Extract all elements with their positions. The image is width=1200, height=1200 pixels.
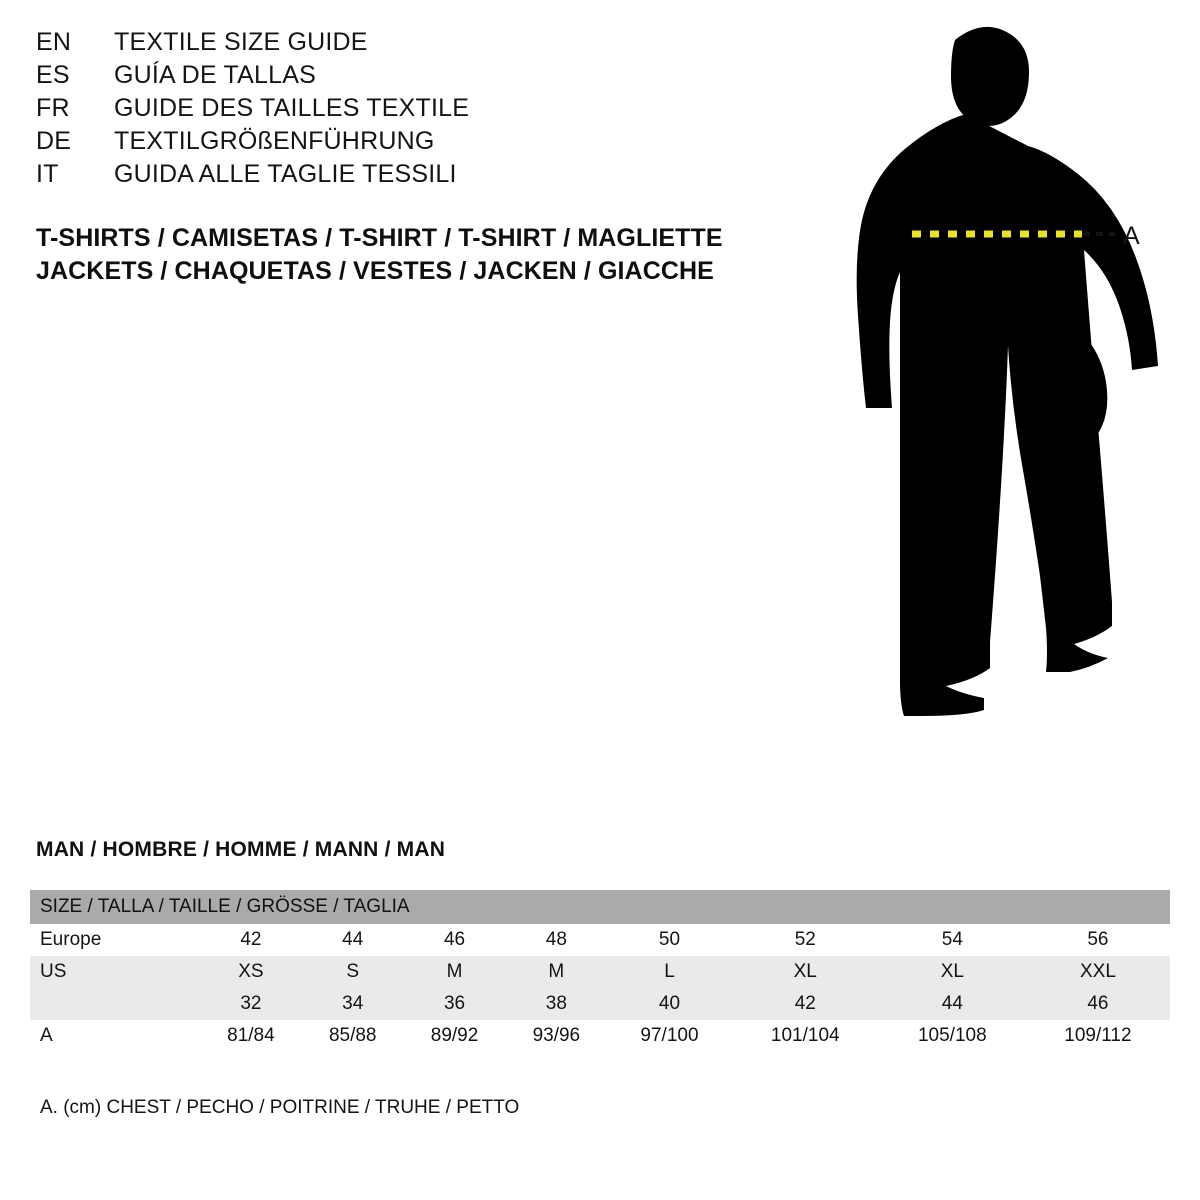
cell: 52	[732, 924, 879, 956]
cell: 38	[505, 988, 607, 1020]
language-text-fr: GUIDE DES TAILLES TEXTILE	[114, 94, 470, 122]
cell: S	[302, 956, 404, 988]
cell: 56	[1026, 924, 1170, 956]
cell: XL	[732, 956, 879, 988]
language-list	[36, 28, 736, 193]
language-code-fr: FR	[36, 94, 70, 122]
silhouette-icon	[820, 10, 1180, 800]
language-code-de: DE	[36, 127, 72, 155]
language-code-en: EN	[36, 28, 72, 56]
cell: M	[404, 956, 506, 988]
row-label-us-numeric	[30, 988, 200, 1020]
size-table	[30, 890, 1170, 1052]
table-header-row	[30, 890, 1170, 924]
cell: XS	[200, 956, 302, 988]
language-code-it: IT	[36, 160, 59, 188]
callout-label-a: A	[1123, 222, 1140, 250]
language-row-fr	[36, 94, 736, 127]
cell: 46	[1026, 988, 1170, 1020]
row-label-europe: Europe	[30, 924, 200, 956]
cell: 34	[302, 988, 404, 1020]
cell: 42	[732, 988, 879, 1020]
cell: 36	[404, 988, 506, 1020]
language-text-en: TEXTILE SIZE GUIDE	[114, 28, 368, 56]
category-jackets: JACKETS / CHAQUETAS / VESTES / JACKEN / GIACCHE	[36, 257, 714, 285]
cell: 97/100	[607, 1020, 731, 1052]
cell: M	[505, 956, 607, 988]
cell: XL	[879, 956, 1026, 988]
cell: 44	[879, 988, 1026, 1020]
cell: 42	[200, 924, 302, 956]
category-tshirts: T-SHIRTS / CAMISETAS / T-SHIRT / T-SHIRT / MAGLIETTE	[36, 224, 723, 252]
cell: L	[607, 956, 731, 988]
cell: 54	[879, 924, 1026, 956]
language-text-it: GUIDA ALLE TAGLIE TESSILI	[114, 160, 457, 188]
category-list	[36, 222, 936, 288]
cell: 93/96	[505, 1020, 607, 1052]
cell: 46	[404, 924, 506, 956]
row-label-us: US	[30, 956, 200, 988]
row-label-a: A	[30, 1020, 200, 1052]
cell: 85/88	[302, 1020, 404, 1052]
table-row	[30, 988, 1170, 1020]
callout-leader-line	[1083, 232, 1115, 236]
language-text-de: TEXTILGRÖßENFÜHRUNG	[114, 127, 435, 155]
table-footnote: A. (cm) CHEST / PECHO / POITRINE / TRUHE / PETTO	[40, 1097, 520, 1118]
cell: 32	[200, 988, 302, 1020]
table-header-label: SIZE / TALLA / TAILLE / GRÖSSE / TAGLIA	[30, 890, 1170, 924]
language-row-it	[36, 160, 736, 193]
cell: 101/104	[732, 1020, 879, 1052]
cell: XXL	[1026, 956, 1170, 988]
table-row	[30, 924, 1170, 956]
cell: 40	[607, 988, 731, 1020]
body-silhouette-figure	[820, 10, 1180, 800]
cell: 50	[607, 924, 731, 956]
cell: 109/112	[1026, 1020, 1170, 1052]
language-row-es	[36, 61, 736, 94]
language-text-es: GUÍA DE TALLAS	[114, 61, 316, 89]
cell: 105/108	[879, 1020, 1026, 1052]
cell: 89/92	[404, 1020, 506, 1052]
language-row-en	[36, 28, 736, 61]
cell: 48	[505, 924, 607, 956]
cell: 44	[302, 924, 404, 956]
language-code-es: ES	[36, 61, 70, 89]
section-title-man: MAN / HOMBRE / HOMME / MANN / MAN	[36, 838, 446, 861]
table-row	[30, 956, 1170, 988]
cell: 81/84	[200, 1020, 302, 1052]
language-row-de	[36, 127, 736, 160]
table-row	[30, 1020, 1170, 1052]
